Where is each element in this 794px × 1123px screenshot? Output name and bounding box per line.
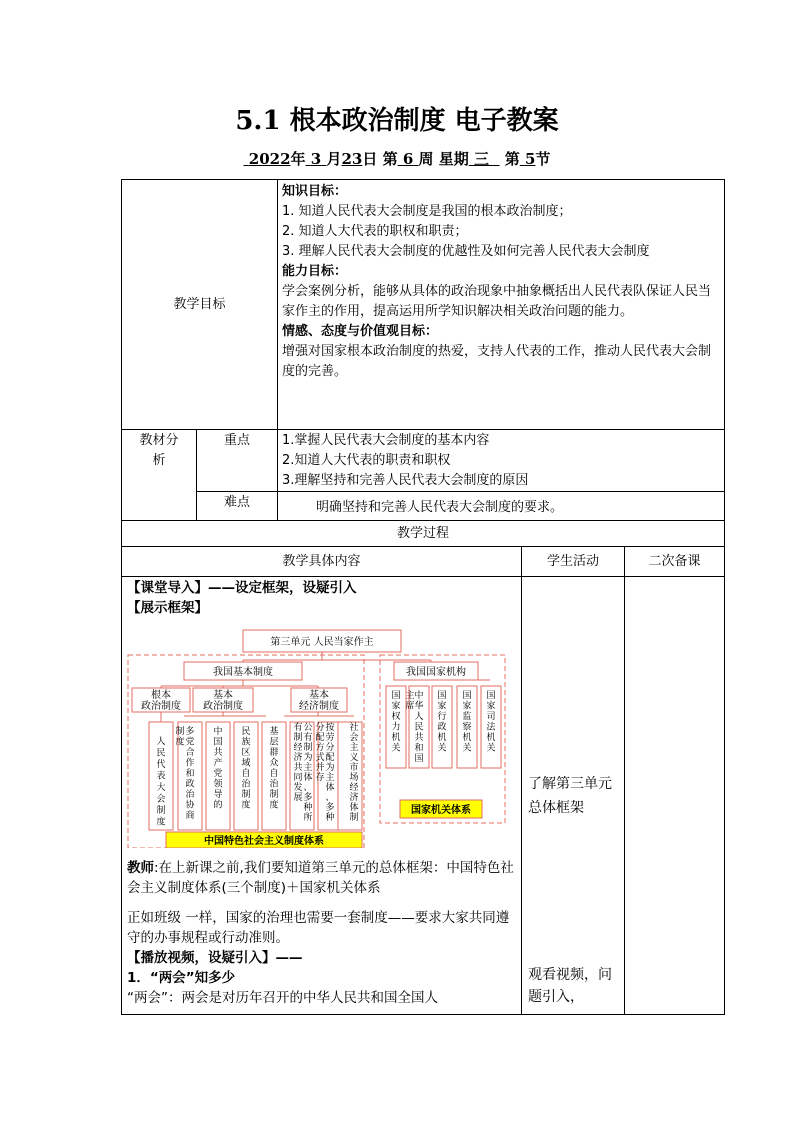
svg-text:制: 制 [303, 743, 313, 753]
diagram-state-organs: 我国国家机构 [406, 667, 466, 678]
ability-title: 能力目标： [282, 264, 348, 279]
svg-text:按: 按 [325, 723, 335, 733]
svg-text:表: 表 [156, 771, 166, 782]
svg-text:治: 治 [241, 779, 251, 790]
svg-text:党: 党 [213, 769, 223, 779]
video-heading: 【播放视频，设疑引入】—— [127, 950, 303, 966]
svg-text:主: 主 [325, 773, 335, 783]
svg-text:市: 市 [349, 763, 359, 773]
col-backup-header: 二次备课 [648, 553, 701, 569]
svg-text:体: 体 [325, 783, 335, 793]
date-week: 6 [402, 150, 414, 168]
diagram-leaf [156, 735, 165, 828]
date-weekday: 三 [474, 150, 490, 168]
date-day: 23 [341, 150, 363, 168]
svg-text:展: 展 [293, 793, 303, 803]
key-item: 2.知道人大代表的职责和职权 [282, 453, 451, 468]
objectives-content [282, 182, 722, 382]
svg-text:方: 方 [315, 743, 325, 753]
svg-text:代: 代 [156, 760, 166, 770]
diagram-organ [437, 690, 446, 754]
svg-text:区: 区 [241, 748, 251, 758]
unit-framework-diagram [126, 626, 516, 848]
svg-text:自: 自 [241, 769, 251, 779]
svg-text:有: 有 [293, 723, 303, 733]
svg-text:国: 国 [414, 754, 424, 764]
intro-heading: 【课堂导入】——设定框架，设疑引入 [127, 580, 357, 596]
svg-text:存: 存 [315, 773, 325, 783]
page-title: 5.1 根本政治制度 电子教案 [235, 106, 559, 136]
svg-text:党: 党 [185, 737, 195, 748]
svg-text:治: 治 [269, 779, 279, 790]
svg-text:民: 民 [414, 722, 424, 733]
svg-text:力: 力 [391, 722, 401, 733]
svg-text:并: 并 [315, 763, 325, 773]
date-line: 2022年 3 月23日 第 6 周 星期 三 第 5节 [248, 150, 551, 168]
svg-text:式: 式 [315, 753, 325, 763]
svg-text:关: 关 [486, 743, 496, 754]
teacher-note: 教师:在上新课之前,我们要知道第三单元的总体框架：中国特色社会主义制度体系(三个制度)＋国家机关体系 [127, 860, 514, 896]
svg-text:合: 合 [185, 748, 195, 758]
svg-text:制: 制 [175, 727, 185, 737]
svg-text:关: 关 [437, 743, 447, 754]
svg-text:主: 主 [405, 691, 415, 701]
key-points [282, 431, 722, 491]
svg-text:家: 家 [391, 701, 401, 712]
process-header: 教学过程 [396, 525, 449, 541]
svg-text:为: 为 [325, 763, 335, 773]
svg-text:多: 多 [185, 727, 195, 737]
analysis-label: 教材分析 [139, 433, 179, 468]
diagram-top: 第三单元 人民当家作主 [270, 637, 374, 648]
svg-text:产: 产 [213, 758, 223, 769]
svg-text:基: 基 [269, 727, 279, 737]
svg-text:华: 华 [414, 701, 424, 712]
svg-text:察: 察 [462, 722, 472, 733]
student-activity-video: 观看视频，问题引入， [528, 967, 612, 1005]
svg-text:协: 协 [185, 800, 195, 811]
svg-text:家: 家 [486, 701, 496, 712]
svg-text:度: 度 [175, 737, 185, 748]
diagram-leaf [213, 725, 223, 811]
diagram-fundamental: 根本政治制度 [141, 690, 181, 712]
svg-text:政: 政 [185, 779, 195, 790]
svg-text:共: 共 [414, 733, 424, 743]
svg-text:种: 种 [303, 803, 313, 813]
svg-text:配: 配 [325, 753, 335, 763]
svg-text:体: 体 [349, 803, 359, 813]
objectives-label: 教学目标 [173, 296, 226, 312]
ability-text: 学会案例分析，能够从具体的政治现象中抽象概括出人民代表队保证人民当家作主的作用，提高运用所学知识解决相关政治问题的能力。 [282, 284, 712, 319]
svg-text:机: 机 [486, 733, 496, 743]
svg-text:治: 治 [185, 790, 195, 800]
section1-text: “两会”：两会是对历年召开的中华人民共和国全国人 [127, 990, 438, 1006]
svg-text:分: 分 [315, 723, 325, 733]
svg-text:会: 会 [349, 733, 359, 743]
key-item: 3.理解坚持和完善人民代表大会制度的原因 [282, 473, 529, 488]
svg-text:作: 作 [185, 758, 195, 769]
svg-text:经: 经 [293, 743, 303, 753]
svg-text:制: 制 [241, 790, 251, 800]
svg-text:和: 和 [414, 743, 424, 754]
svg-text:国: 国 [462, 691, 472, 701]
difficulty-text: 明确坚持和完善人民代表大会制度的要求。 [316, 500, 564, 515]
svg-text:义: 义 [349, 753, 359, 763]
diagram-organ [391, 690, 400, 754]
svg-text:法: 法 [486, 722, 496, 733]
svg-text:人: 人 [156, 737, 166, 747]
svg-text:中: 中 [213, 727, 223, 737]
col-student-header: 学生活动 [546, 553, 599, 569]
svg-text:济: 济 [349, 793, 359, 803]
svg-text:社: 社 [349, 723, 359, 733]
date-period: 5 [524, 150, 536, 168]
svg-text:配: 配 [315, 733, 325, 743]
svg-text:和: 和 [185, 769, 195, 779]
svg-text:种: 种 [325, 813, 335, 823]
diagram-basic-economic: 基本经济制度 [299, 690, 339, 712]
diagram-organs-caption: 国家机关体系 [411, 805, 471, 816]
svg-text:共: 共 [293, 763, 303, 773]
svg-text:会: 会 [156, 794, 166, 805]
svg-text:家: 家 [437, 701, 447, 712]
svg-text:司: 司 [486, 712, 496, 722]
svg-text:监: 监 [462, 712, 472, 722]
col-content-header: 教学具体内容 [282, 553, 361, 569]
svg-text:商: 商 [185, 811, 195, 821]
svg-text:民: 民 [241, 727, 251, 737]
svg-text:人: 人 [414, 712, 424, 722]
svg-text:多: 多 [303, 793, 313, 803]
svg-text:度: 度 [269, 800, 279, 811]
svg-text:体: 体 [303, 773, 313, 783]
difficulty-label: 难点 [223, 495, 250, 510]
svg-text:域: 域 [241, 758, 251, 769]
svg-text:济: 济 [293, 753, 303, 763]
svg-text:中: 中 [414, 691, 424, 701]
framework-paragraph: 正如班级 一样，国家的治理也需要一套制度——要求大家共同遵守的办事规程或行动准则。 [127, 910, 510, 946]
diagram-organ [486, 690, 496, 754]
svg-text:领: 领 [213, 779, 223, 790]
svg-text:机: 机 [437, 733, 447, 743]
svg-text:同: 同 [293, 773, 303, 783]
diagram-basic-political: 基本政治制度 [203, 690, 243, 712]
svg-text:关: 关 [391, 743, 401, 754]
svg-text:自: 自 [269, 769, 279, 779]
student-activity-framework: 了解第三单元总体框架 [528, 776, 612, 816]
svg-text:度: 度 [241, 800, 251, 811]
svg-text:所: 所 [303, 813, 313, 823]
svg-text:发: 发 [293, 783, 303, 793]
svg-text:多: 多 [325, 803, 335, 813]
svg-text:主: 主 [349, 743, 359, 753]
date-year: 2022 [248, 150, 291, 168]
diagram-leaf [349, 721, 358, 823]
svg-text:众: 众 [269, 758, 279, 769]
diagram-basic-system: 我国基本制度 [213, 667, 273, 678]
key-label: 重点 [223, 433, 250, 448]
diagram-organ [405, 689, 423, 764]
svg-text:制: 制 [293, 733, 303, 743]
diagram-system-caption: 中国特色社会主义制度体系 [204, 836, 324, 847]
svg-text:国: 国 [213, 737, 223, 748]
emotion-text: 增强对国家根本政治制度的热爱，支持人代表的工作，推动人民代表大会制度的完善。 [282, 344, 712, 379]
svg-text:大: 大 [156, 783, 166, 793]
svg-text:族: 族 [241, 737, 251, 748]
svg-text:制: 制 [269, 790, 279, 800]
svg-text:共: 共 [213, 748, 223, 758]
svg-text:权: 权 [391, 712, 401, 722]
svg-text:层: 层 [269, 737, 279, 748]
svg-text:政: 政 [437, 722, 447, 733]
svg-text:分: 分 [325, 743, 335, 753]
svg-text:主: 主 [303, 763, 313, 773]
svg-text:导: 导 [213, 790, 223, 800]
svg-text:有: 有 [303, 733, 313, 743]
date-month: 3 [310, 150, 322, 168]
key-item: 1.掌握人民代表大会制度的基本内容 [282, 433, 490, 448]
svg-text:行: 行 [437, 712, 447, 722]
svg-text:度: 度 [156, 817, 166, 828]
svg-text:经: 经 [349, 783, 359, 793]
knowledge-item: 3. 理解人民代表大会制度的优越性及如何完善人民代表大会制度 [282, 244, 650, 259]
svg-text:公: 公 [303, 723, 313, 733]
svg-text:民: 民 [156, 748, 166, 759]
svg-text:机: 机 [391, 733, 401, 743]
svg-text:场: 场 [349, 773, 359, 783]
svg-text:国: 国 [486, 691, 496, 701]
svg-text:关: 关 [462, 743, 472, 754]
section1-title: 1．“两会”知多少 [127, 970, 236, 986]
emotion-title: 情感、态度与价值观目标： [282, 324, 439, 339]
diagram-leaf [269, 725, 279, 811]
knowledge-item: 1. 知道人民代表大会制度是我国的根本政治制度； [282, 204, 572, 219]
svg-text:制: 制 [156, 806, 166, 816]
svg-text:群: 群 [269, 748, 279, 758]
svg-text:、: 、 [325, 793, 335, 803]
svg-text:劳: 劳 [325, 733, 335, 743]
svg-text:制: 制 [349, 813, 359, 823]
svg-text:为: 为 [303, 753, 313, 763]
svg-text:、: 、 [303, 783, 313, 793]
svg-text:机: 机 [462, 733, 472, 743]
svg-text:席: 席 [405, 701, 415, 712]
knowledge-title: 知识目标： [282, 184, 348, 199]
svg-text:的: 的 [213, 800, 223, 811]
diagram-leaf [241, 726, 251, 811]
knowledge-item: 2. 知道人大代表的职权和职责； [282, 224, 468, 239]
diagram-organ [462, 690, 471, 754]
svg-text:国: 国 [437, 691, 447, 701]
svg-text:国: 国 [391, 691, 401, 701]
frame-heading: 【展示框架】 [127, 600, 208, 616]
svg-text:家: 家 [462, 701, 472, 712]
